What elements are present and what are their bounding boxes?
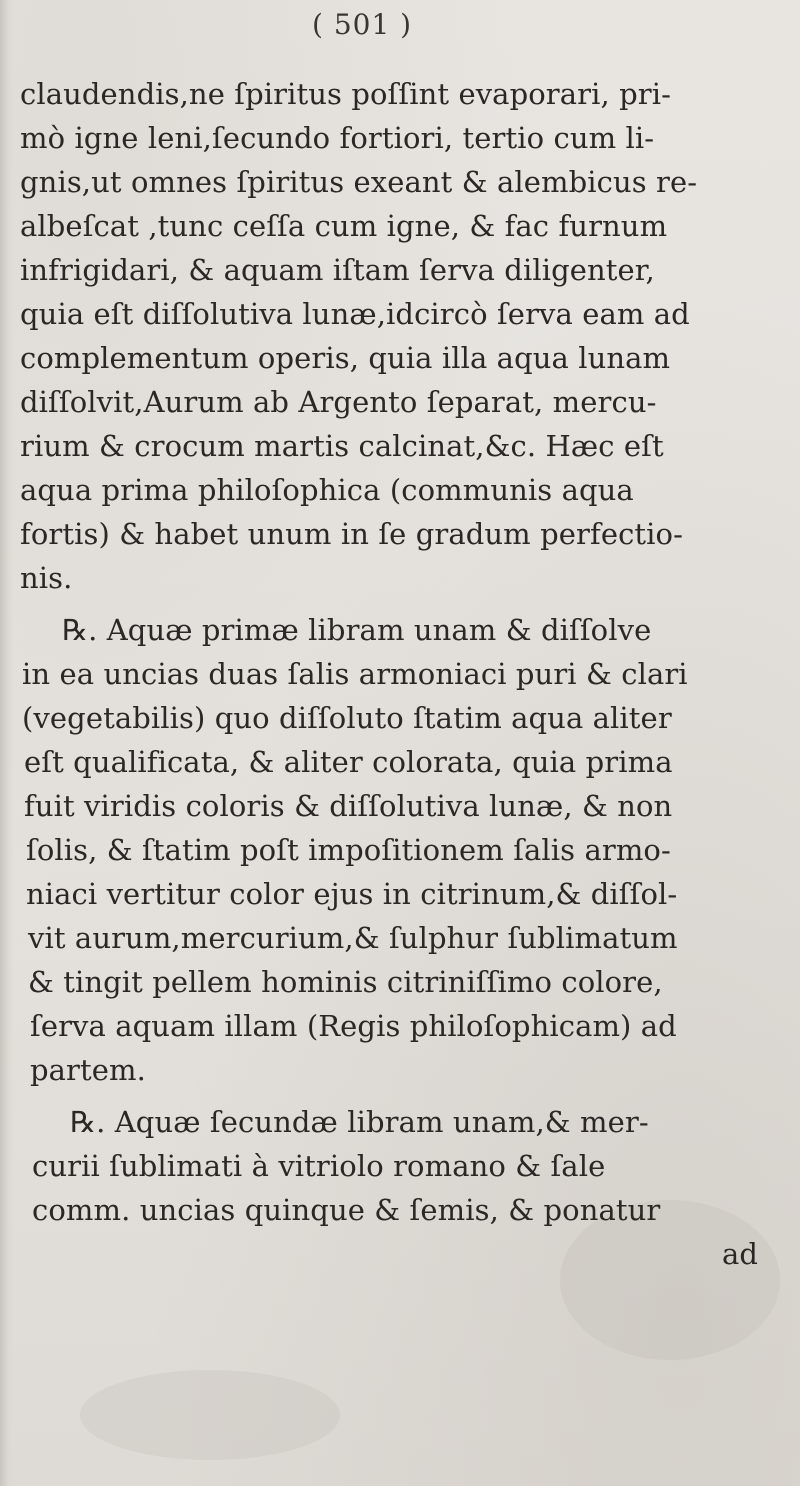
- text-line: albeſcat ,tunc ceſſa cum igne, & fac furnum: [20, 209, 668, 243]
- text-line: in ea uncias duas ſalis armoniaci puri & clari: [22, 657, 688, 691]
- text-line: ſolis, & ſtatim poſt impoſitionem ſalis armo-: [26, 833, 671, 867]
- text-line: niaci vertitur color ejus in citrinum,& diſſol-: [26, 877, 678, 911]
- text-line: fuit viridis coloris & diſſolutiva lunæ, & non: [24, 789, 673, 823]
- text-line: partem.: [30, 1053, 146, 1087]
- text-line: quia eſt diſſolutiva lunæ,idcircò ſerva eam ad: [20, 297, 690, 331]
- text-line: comm. uncias quinque & ſemis, & ponatur: [32, 1193, 661, 1227]
- text-line: gnis,ut omnes ſpiritus exeant & alembicus re-: [20, 165, 698, 199]
- text-line: ſerva aquam illam (Regis philoſophicam) ad: [30, 1009, 677, 1043]
- text-line: (vegetabilis) quo diſſoluto ſtatim aqua aliter: [22, 701, 672, 735]
- paper-stain: [80, 1370, 340, 1460]
- text-line: claudendis,ne ſpiritus poſſint evaporari, pri-: [20, 77, 672, 111]
- text-line: curii ſublimati à vitriolo romano & ſale: [32, 1149, 606, 1183]
- text-line: ℞. Aquæ ſecundæ libram unam,& mer-: [70, 1105, 649, 1139]
- text-line: vit aurum,mercurium,& ſulphur ſublimatum: [28, 921, 678, 955]
- page-gutter-shadow: [0, 0, 14, 1486]
- text-line: eſt qualificata, & aliter colorata, quia prima: [24, 745, 673, 779]
- text-line: fortis) & habet unum in ſe gradum perfectio-: [20, 517, 684, 551]
- text-line: nis.: [20, 561, 73, 595]
- text-line: mò igne leni,ſecundo fortiori, tertio cum li-: [20, 121, 655, 155]
- text-line: diſſolvit,Aurum ab Argento ſeparat, mercu-: [20, 385, 657, 419]
- catchword: ad: [722, 1237, 759, 1271]
- text-line: rium & crocum martis calcinat,&c. Hæc eſt: [20, 429, 664, 463]
- text-line: aqua prima philoſophica (communis aqua: [20, 473, 634, 507]
- page-number: ( 501 ): [312, 8, 413, 41]
- text-line: complementum operis, quia illa aqua lunam: [20, 341, 671, 375]
- text-line: ℞. Aquæ primæ libram unam & diſſolve: [62, 613, 652, 647]
- text-line: infrigidari, & aquam iſtam ſerva diligenter,: [20, 253, 655, 287]
- text-line: & tingit pellem hominis citriniſſimo colore,: [28, 965, 663, 999]
